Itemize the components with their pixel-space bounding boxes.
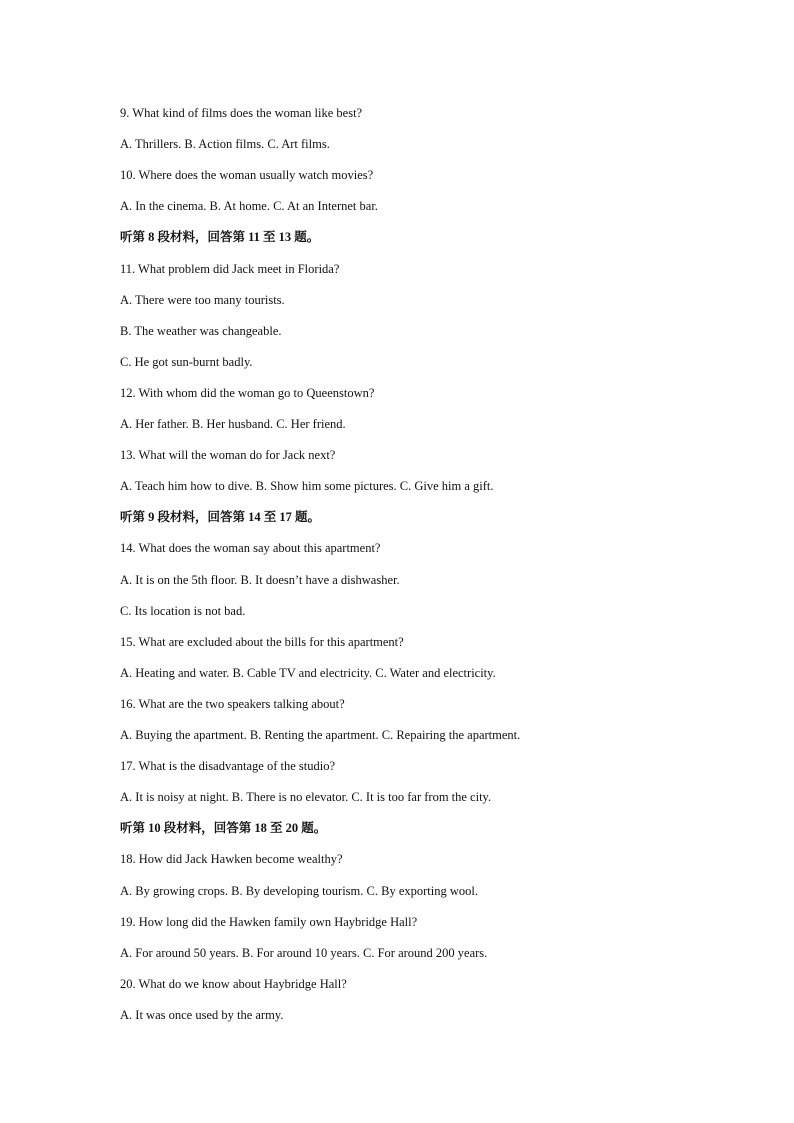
question-line: A. Thrillers. B. Action films. C. Art films. bbox=[120, 137, 330, 152]
question-line: A. It is noisy at night. B. There is no elevator. C. It is too far from the city. bbox=[120, 790, 492, 805]
question-line: 9. What kind of films does the woman like best? bbox=[120, 106, 363, 120]
question-line: A. By growing crops. B. By developing tourism. C. By exporting wool. bbox=[120, 883, 478, 898]
section-heading: 听第 9 段材料，回答第 14 至 17 题。 bbox=[120, 510, 321, 525]
question-line: A. Her father. B. Her husband. C. Her friend. bbox=[120, 417, 346, 431]
question-line: 12. With whom did the woman go to Queenstown? bbox=[120, 385, 375, 400]
question-line: 14. What does the woman say about this apartment? bbox=[120, 541, 381, 556]
question-line: 17. What is the disadvantage of the studio? bbox=[120, 759, 335, 774]
question-line: A. Buying the apartment. B. Renting the apartment. C. Repairing the apartment. bbox=[120, 728, 521, 742]
question-line: C. Its location is not bad. bbox=[120, 603, 246, 618]
question-line: 15. What are excluded about the bills for this apartment? bbox=[120, 634, 404, 649]
question-line: A. In the cinema. B. At home. C. At an Internet bar. bbox=[120, 199, 378, 214]
question-line: 11. What problem did Jack meet in Florida? bbox=[120, 261, 340, 276]
section-heading: 听第 10 段材料，回答第 18 至 20 题。 bbox=[120, 821, 327, 836]
question-line: 16. What are the two speakers talking about? bbox=[120, 696, 345, 711]
question-line: 10. Where does the woman usually watch movies? bbox=[120, 168, 374, 183]
question-line: B. The weather was changeable. bbox=[120, 323, 282, 338]
question-line: A. It was once used by the army. bbox=[120, 1007, 284, 1022]
question-line: 13. What will the woman do for Jack next? bbox=[120, 448, 336, 463]
question-line: A. It is on the 5th floor. B. It doesn’t have a dishwasher. bbox=[120, 572, 400, 587]
question-line: 20. What do we know about Haybridge Hall? bbox=[120, 976, 347, 991]
question-line: A. There were too many tourists. bbox=[120, 292, 285, 307]
question-line: A. For around 50 years. B. For around 10 years. C. For around 200 years. bbox=[120, 945, 488, 960]
question-line: A. Heating and water. B. Cable TV and electricity. C. Water and electricity. bbox=[120, 665, 496, 680]
section-heading: 听第 8 段材料，回答第 11 至 13 题。 bbox=[120, 230, 320, 245]
question-line: A. Teach him how to dive. B. Show him some pictures. C. Give him a gift. bbox=[120, 479, 494, 494]
question-line: C. He got sun-burnt badly. bbox=[120, 354, 253, 369]
question-line: 19. How long did the Hawken family own Haybridge Hall? bbox=[120, 914, 418, 929]
question-line: 18. How did Jack Hawken become wealthy? bbox=[120, 852, 343, 867]
